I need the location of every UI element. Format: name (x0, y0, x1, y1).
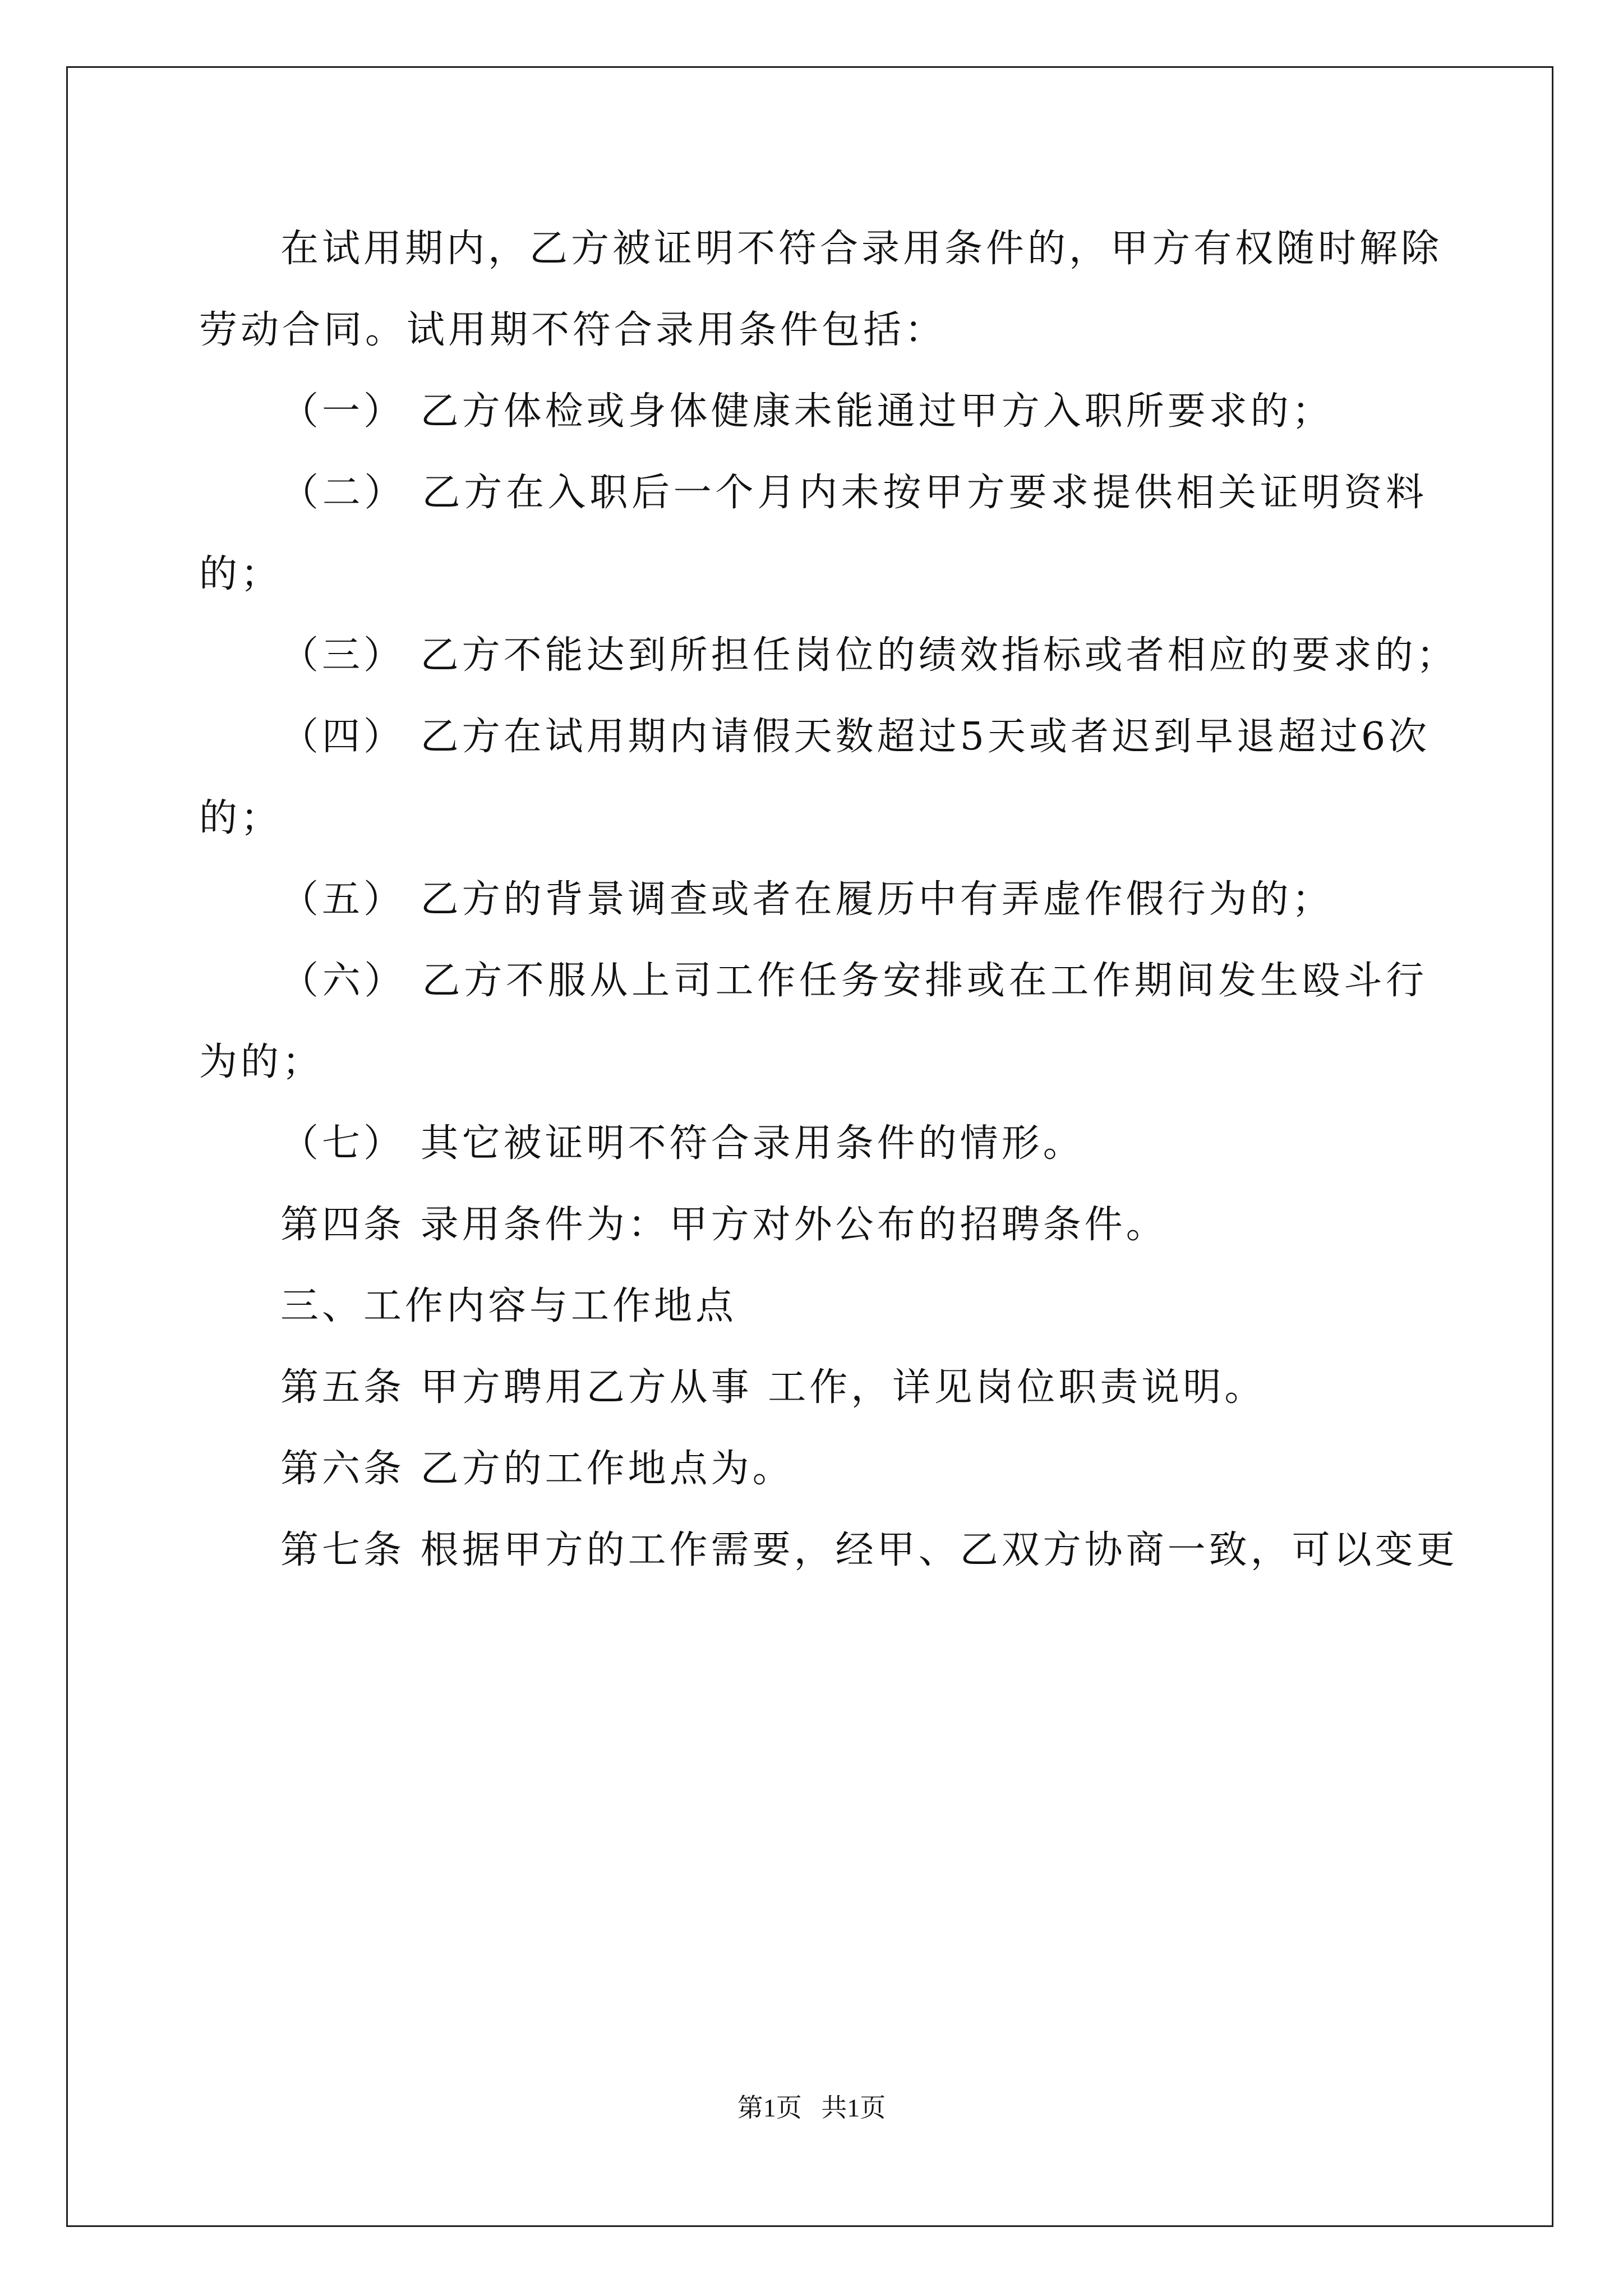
text-line: 第六条 乙方的工作地点为。 (280, 1447, 794, 1491)
text-line: 第五条 甲方聘用乙方从事 工作，详见岗位职责说明。 (280, 1365, 1266, 1410)
text-line: （四） 乙方在试用期内请假天数超过5天或者迟到早退超过6次 (280, 715, 1431, 759)
text-line: 劳动合同。试用期不符合录用条件包括： (199, 308, 947, 352)
text-line: 三、工作内容与工作地点 (280, 1284, 737, 1328)
page-footer: 第1页 共1页 (737, 2093, 886, 2122)
text-line: 第四条 录用条件为：甲方对外公布的招聘条件。 (280, 1203, 1168, 1247)
text-line: 在试用期内，乙方被证明不符合录用条件的，甲方有权随时解除 (280, 227, 1443, 271)
text-line: （二） 乙方在入职后一个月内未按甲方要求提供相关证明资料 (280, 471, 1427, 515)
text-line: （五） 乙方的背景调查或者在履历中有弄虚作假行为的； (280, 877, 1334, 922)
text-line: （六） 乙方不服从上司工作任务安排或在工作期间发生殴斗行 (280, 959, 1427, 1003)
text-line: （七） 其它被证明不符合录用条件的情形。 (280, 1121, 1085, 1166)
text-line: （一） 乙方体检或身体健康未能通过甲方入职所要求的； (280, 389, 1334, 434)
text-line: 为的； (199, 1040, 324, 1084)
text-line: 的； (199, 552, 283, 596)
text-line: 第七条 根据甲方的工作需要，经甲、乙双方协商一致，可以变更 (280, 1528, 1458, 1572)
text-line: 的； (199, 796, 283, 840)
text-line: （三） 乙方不能达到所担任岗位的绩效指标或者相应的要求的； (280, 633, 1458, 678)
